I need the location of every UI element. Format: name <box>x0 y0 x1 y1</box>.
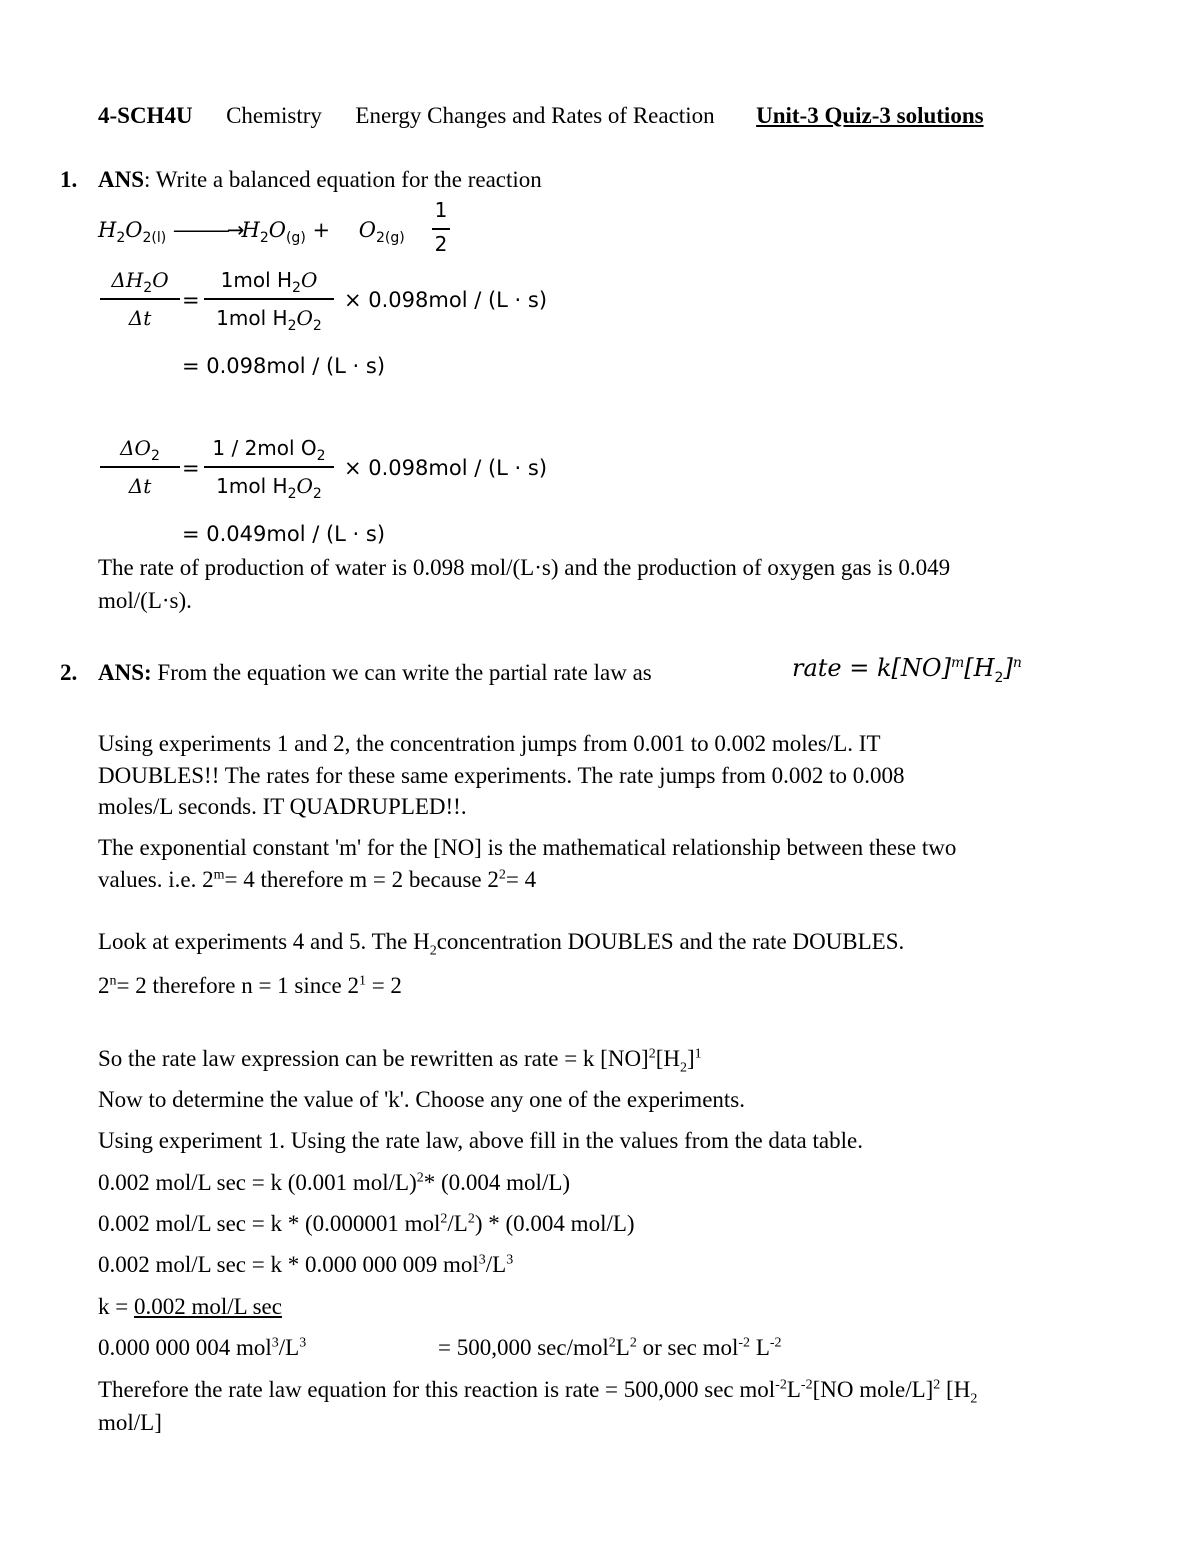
half-coefficient <box>432 198 450 222</box>
p5c: = 4 <box>505 867 537 892</box>
water-ratio-den: 1mol $H_2O_2$ <box>216 306 322 334</box>
equals-sign-2: = <box>182 456 200 480</box>
p15a: 0.000 000 004 mol <box>98 1335 272 1360</box>
p6b: concentration DOUBLES and the rate DOUBLES. <box>436 929 905 954</box>
p16a: Therefore the rate law equation for this reaction is rate = 500,000 sec mol <box>98 1377 776 1402</box>
equals-sign: = <box>182 288 200 312</box>
q1-conclusion-2: mol/(L·s). <box>98 588 192 613</box>
water-result: = 0.098mol / (L · s) <box>182 354 386 378</box>
q2-p13: 0.002 mol/L sec = k * 0.000 000 009 $mol^3/L^3$ <box>98 1252 514 1277</box>
p13a: 0.002 mol/L sec = k * 0.000 000 009 mol <box>98 1252 479 1277</box>
p11a: 0.002 mol/L sec = k (0.001 mol/L) <box>98 1170 417 1195</box>
q2-p5: values. i.e. $2^m= 4$ therefore m = 2 because $2^2= 4$ <box>98 867 537 892</box>
oxygen-delta-num: $\Delta O_2$ <box>120 436 160 464</box>
half-num: 1 <box>434 198 448 222</box>
question-1-number: 1. <box>60 167 78 192</box>
p7c: = 2 <box>365 973 402 998</box>
ans-label-2: ANS: <box>98 660 152 685</box>
oxygen-given-rate: × 0.098mol / (L · s) <box>344 456 548 480</box>
q2-p7: $2^n= 2$ therefore n = 1 since $2^1 = 2$ <box>98 973 402 998</box>
q2-p8: So the rate law expression can be rewritten as rate = k $[NO]^2[H_2]^1$ <box>98 1046 702 1076</box>
water-ratio-num: 1mol $H_2O$ <box>220 268 318 296</box>
q1-conclusion-1: The rate of production of water is 0.098 mol/(L·s) and the production of oxygen gas is 0.049 <box>98 555 951 580</box>
p11b: * (0.004 mol/L) <box>423 1170 571 1195</box>
oxygen-result: = 0.049mol / (L · s) <box>182 522 386 546</box>
q2-p12: 0.002 mol/L sec = k * (0.000001 $mol^2/L^2) * (0.004$ mol/L) <box>98 1211 635 1236</box>
p15b: = 500,000 sec/mol <box>438 1335 609 1360</box>
oxygen-ratio-den: 1mol $H_2O_2$ <box>216 474 322 502</box>
delta-t-2: Δt <box>128 474 152 498</box>
q2-p16: Therefore the rate law equation for this reaction is rate = 500,000 $\sec mol^{-2}L^{-2}[NO$ mole/L]$^2$ [$H_2$ <box>98 1377 978 1407</box>
question-2-number: 2. <box>60 660 78 685</box>
p16b: [NO mole/L] <box>812 1377 934 1402</box>
p14b: 0.002 mol/L sec <box>133 1294 282 1319</box>
question-2-intro <box>98 659 652 687</box>
subject: Chemistry <box>226 103 322 128</box>
q2-p4: The exponential constant 'm' for the [NO] is the mathematical relationship between these two <box>98 835 957 860</box>
ratio-den: 1mol H <box>216 306 288 330</box>
question-1-intro <box>98 166 542 194</box>
topic: Energy Changes and Rates of Reaction <box>355 103 715 128</box>
half-den: 2 <box>434 232 448 256</box>
rate-expr: rate = k[NO] <box>792 654 951 682</box>
half-den-box <box>432 232 450 256</box>
water-given-rate: × 0.098mol / (L · s) <box>344 288 548 312</box>
p15c: or sec mol <box>636 1335 739 1360</box>
q2-p15a: 0.000 000 004 $mol^3/L^3$ <box>98 1335 307 1360</box>
balanced-equation: $H_2O_{2(l)}$ $———\to H_2O_{(g)} + O_{2(g)}$ <box>98 218 405 247</box>
unit-title: Unit-3 Quiz-3 solutions <box>756 103 984 128</box>
document-header <box>98 102 984 130</box>
ratio-num: 1mol H <box>220 268 293 292</box>
p5b: = 4 therefore m = 2 because 2 <box>224 867 499 892</box>
water-delta-bar <box>100 298 180 300</box>
delta-h: ΔH <box>111 268 144 292</box>
q2-p3: moles/L seconds. IT QUADRUPLED!!. <box>98 794 467 819</box>
q2-p10: Using experiment 1. Using the rate law, above fill in the values from the data table. <box>98 1128 863 1153</box>
p8a: So the rate law expression can be rewritten as rate = k [NO] <box>98 1046 649 1071</box>
water-delta-num: $\Delta H_2O$ <box>111 268 169 296</box>
p7a: 2 <box>98 973 110 998</box>
oxy-ratio-num: 1 / 2mol O <box>212 436 317 460</box>
oxygen-delta-bar <box>100 466 180 468</box>
p14a: k = <box>98 1294 134 1319</box>
oxygen-ratio-bar <box>204 466 334 468</box>
oxygen-ratio-num: 1 / 2mol $O_2$ <box>212 436 326 464</box>
eq-h: H <box>98 218 117 242</box>
q2-p9: Now to determine the value of 'k'. Choose any one of the experiments. <box>98 1087 745 1112</box>
oxygen-delta-den <box>100 474 180 498</box>
oxy-ratio-den: 1mol H <box>216 474 288 498</box>
p12b: ) * (0.004 mol/L) <box>474 1211 635 1236</box>
water-ratio-bar <box>204 298 334 300</box>
q2-p11: 0.002 mol/L sec = k (0.001 mol/L)$^2$* (0.004 mol/L) <box>98 1170 571 1195</box>
p5a: values. i.e. 2 <box>98 867 214 892</box>
water-delta-den <box>100 306 180 330</box>
q2-p2: DOUBLES!! The rates for these same experiments. The rate jumps from 0.002 to 0.008 <box>98 763 905 788</box>
q2-p14 <box>98 1293 282 1321</box>
intro-text: : Write a balanced equation for the reaction <box>144 167 542 192</box>
q2-p1: Using experiments 1 and 2, the concentration jumps from 0.001 to 0.002 moles/L. IT <box>98 731 881 756</box>
half-bar <box>432 228 450 230</box>
intro-text-2: From the equation we can write the partial rate law as <box>151 660 652 685</box>
p12a: 0.002 mol/L sec = k * (0.000001 mol <box>98 1211 441 1236</box>
q2-p6: Look at experiments 4 and 5. The $H_2concentration$ DOUBLES and the rate DOUBLES. <box>98 929 905 959</box>
p7b: = 2 therefore n = 1 since 2 <box>116 973 359 998</box>
q2-p17: mol/L] <box>98 1410 162 1435</box>
q2-p15b: = 500,000 $\sec/mol^2L^2$ or sec mol$^{-2}$ $L^{-2}$ <box>438 1335 782 1360</box>
course-code: 4-SCH4U <box>98 103 193 128</box>
p6a: Look at experiments 4 and 5. The H <box>98 929 430 954</box>
partial-rate-law: rate = $k[NO]^m[H_2]^n$ <box>792 654 1022 686</box>
ans-label: ANS <box>98 167 145 192</box>
delta-o: ΔO <box>120 436 151 460</box>
delta-t: Δt <box>128 306 152 330</box>
